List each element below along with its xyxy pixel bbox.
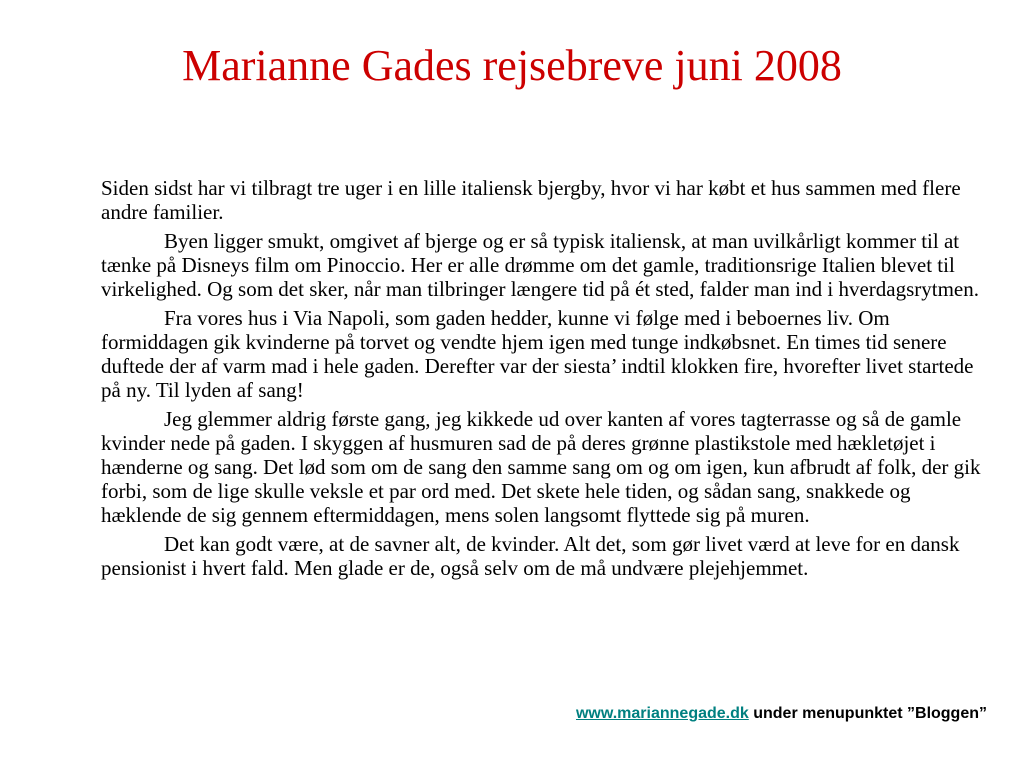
paragraph-5: Det kan godt være, at de savner alt, de kvinder. Alt det, som gør livet værd at leve for en dansk pensionist i hvert fald. Men glade er de, også selv om de må undvære plejehjemmet. <box>101 532 960 580</box>
paragraph-2: Byen ligger smukt, omgivet af bjerge og er så typisk italiensk, at man uvilkårligt kommer til at tænke på Disneys film om Pinoccio. Her er alle drømme om det gamle, traditionsrige Italien blevet til virkelighed. Og som det sker, når man tilbringer længere tid på ét sted, falder man ind i hverdagsrytmen. <box>101 229 980 301</box>
article-body <box>101 176 996 585</box>
footer-note <box>576 703 987 725</box>
website-link[interactable]: www.mariannegade.dk <box>575 705 749 722</box>
paragraph-4: Jeg glemmer aldrig første gang, jeg kikkede ud over kanten af vores tagterrasse og så de gamle kvinder nede på gaden. I skyggen af husmuren sad de på deres grønne plastikstole med hækletøjet i hænderne og sang. Det lød som om de sang den samme sang om og om igen, kun afbrudt af folk, der gik forbi, som de lige skulle veksle et par ord med. Det skete hele tiden, og sådan sang, snakkede og hæklende de sig gennem eftermiddagen, mens solen langsomt flyttede sig på muren. <box>101 407 981 527</box>
paragraph-1: Siden sidst har vi tilbragt tre uger i en lille italiensk bjergby, hvor vi har købt et hus sammen med flere andre familier. <box>101 176 961 224</box>
page-title: Marianne Gades rejsebreve juni 2008 <box>182 41 842 90</box>
paragraph-3: Fra vores hus i Via Napoli, som gaden hedder, kunne vi følge med i beboernes liv. Om formiddagen gik kvinderne på torvet og vendte hjem igen med tunge indkøbsnet. En times tid senere duftede der af varm mad i hele gaden. Derefter var der siesta’ indtil klokken fire, hvorefter livet startede på ny. Til lyden af sang! <box>101 306 974 402</box>
footer-suffix-text: under menupunktet ”Bloggen” <box>748 705 987 722</box>
